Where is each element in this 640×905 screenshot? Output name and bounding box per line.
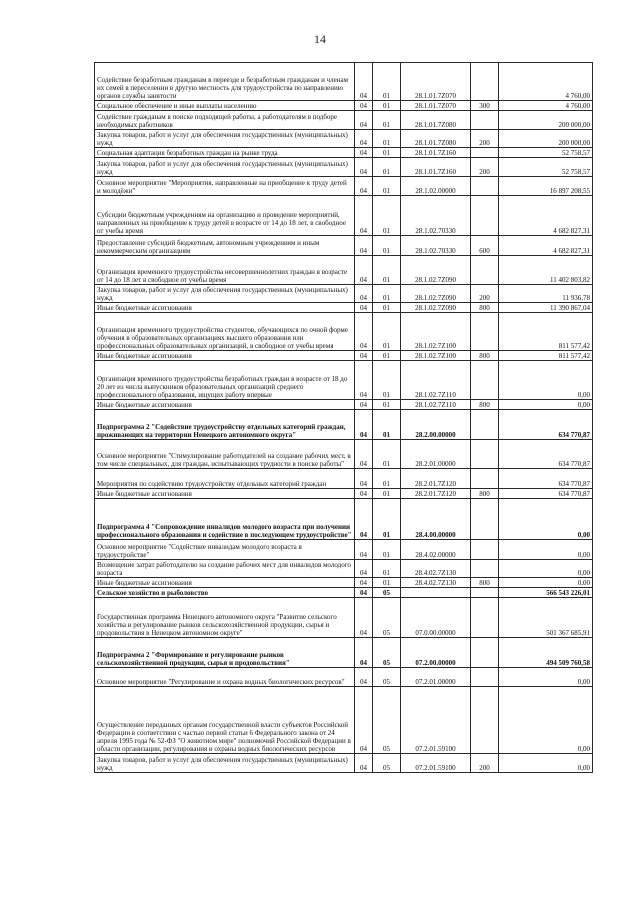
table-row bbox=[95, 196, 593, 236]
row-expense-type bbox=[471, 196, 499, 236]
row-amount: 0,00 bbox=[499, 499, 593, 540]
table-row bbox=[95, 101, 593, 111]
table-row bbox=[95, 236, 593, 256]
row-expense-type bbox=[471, 63, 499, 101]
row-section: 04 bbox=[355, 598, 373, 638]
row-amount: 0,00 bbox=[499, 361, 593, 400]
row-subsection: 05 bbox=[373, 687, 401, 754]
row-name: Организация временного трудоустройства несовершеннолетних граждан в возрасте от 14 до 18 лет в свободное от учебы время bbox=[95, 256, 355, 285]
table-row bbox=[95, 400, 593, 410]
row-section: 04 bbox=[355, 111, 373, 130]
row-target-article: 28.1.01.7Z160 bbox=[401, 148, 471, 158]
table-row bbox=[95, 440, 593, 469]
row-amount: 4 760,00 bbox=[499, 63, 593, 101]
row-target-article: 07.2.01.59100 bbox=[401, 754, 471, 773]
row-section: 04 bbox=[355, 148, 373, 158]
row-target-article: 28.1.02.7Z090 bbox=[401, 285, 471, 303]
row-amount: 501 367 685,91 bbox=[499, 598, 593, 638]
row-subsection: 05 bbox=[373, 754, 401, 773]
row-target-article: 28.1.01.7Z080 bbox=[401, 111, 471, 130]
row-section: 04 bbox=[355, 754, 373, 773]
row-target-article: 28.2.01.7Z120 bbox=[401, 469, 471, 489]
row-name: Государственная программа Ненецкого автономного округа "Развитие сельского хозяйства и регулирование рынков сельскохозяйственной продукции, сырья и продовольствия в Ненецком автономном округе" bbox=[95, 598, 355, 638]
row-target-article: 28.1.01.7Z080 bbox=[401, 130, 471, 148]
row-target-article: 28.1.02.7Z090 bbox=[401, 303, 471, 313]
row-section: 04 bbox=[355, 440, 373, 469]
row-target-article: 28.2.01.7Z120 bbox=[401, 489, 471, 499]
row-target-article: 28.2.00.00000 bbox=[401, 410, 471, 440]
row-expense-type: 200 bbox=[471, 130, 499, 148]
table-row bbox=[95, 754, 593, 773]
row-expense-type: 600 bbox=[471, 236, 499, 256]
table-row bbox=[95, 668, 593, 687]
row-section: 04 bbox=[355, 361, 373, 400]
row-expense-type bbox=[471, 540, 499, 560]
row-subsection: 01 bbox=[373, 560, 401, 578]
row-target-article: 28.1.02.7Z090 bbox=[401, 256, 471, 285]
row-expense-type: 800 bbox=[471, 303, 499, 313]
row-amount: 0,00 bbox=[499, 754, 593, 773]
row-amount: 566 543 226,01 bbox=[499, 588, 593, 598]
row-section: 04 bbox=[355, 410, 373, 440]
row-subsection: 01 bbox=[373, 540, 401, 560]
row-expense-type: 200 bbox=[471, 285, 499, 303]
row-name: Закупка товаров, работ и услуг для обеспечения государственных (муниципальных) нужд bbox=[95, 130, 355, 148]
row-expense-type bbox=[471, 256, 499, 285]
table-row bbox=[95, 361, 593, 400]
row-name: Возмещение затрат работодателю на создание рабочих мест для инвалидов молодого возраста bbox=[95, 560, 355, 578]
table-row bbox=[95, 588, 593, 598]
row-section: 04 bbox=[355, 313, 373, 351]
row-expense-type: 300 bbox=[471, 101, 499, 111]
table-row bbox=[95, 638, 593, 668]
row-expense-type bbox=[471, 499, 499, 540]
row-amount: 634 770,87 bbox=[499, 410, 593, 440]
row-subsection: 01 bbox=[373, 303, 401, 313]
row-section: 04 bbox=[355, 63, 373, 101]
row-subsection: 01 bbox=[373, 499, 401, 540]
row-expense-type bbox=[471, 313, 499, 351]
row-amount: 0,00 bbox=[499, 400, 593, 410]
row-section: 04 bbox=[355, 469, 373, 489]
row-expense-type: 800 bbox=[471, 351, 499, 361]
row-target-article: 07.2.01.00000 bbox=[401, 668, 471, 687]
row-subsection: 01 bbox=[373, 63, 401, 101]
row-name: Содействие безработным гражданам в переезде и безработным гражданам и членам их семей в переселении в другую местность для трудоустройства по направлению органов службы занятости bbox=[95, 63, 355, 101]
row-target-article: 07.0.00.00000 bbox=[401, 598, 471, 638]
row-name: Подпрограмма 4 "Сопровождение инвалидов молодого возраста при получении профессионального образования и содействие в последующем трудоустройстве" bbox=[95, 499, 355, 540]
row-amount: 0,00 bbox=[499, 540, 593, 560]
row-name: Предоставление субсидий бюджетным, автономным учреждениям и иным некоммерческим организациям bbox=[95, 236, 355, 256]
row-section: 04 bbox=[355, 101, 373, 111]
row-subsection: 01 bbox=[373, 285, 401, 303]
table-row bbox=[95, 410, 593, 440]
row-expense-type bbox=[471, 410, 499, 440]
row-amount: 0,00 bbox=[499, 668, 593, 687]
row-section: 04 bbox=[355, 285, 373, 303]
table-row bbox=[95, 540, 593, 560]
row-subsection: 01 bbox=[373, 177, 401, 196]
row-subsection: 01 bbox=[373, 440, 401, 469]
row-name: Основное мероприятие "Регулирование и охрана водных биологических ресурсов" bbox=[95, 668, 355, 687]
row-expense-type bbox=[471, 111, 499, 130]
row-target-article: 07.2.01.59100 bbox=[401, 687, 471, 754]
row-amount: 0,00 bbox=[499, 560, 593, 578]
row-subsection: 01 bbox=[373, 196, 401, 236]
row-section: 04 bbox=[355, 638, 373, 668]
row-amount: 0,00 bbox=[499, 578, 593, 588]
row-section: 04 bbox=[355, 499, 373, 540]
row-subsection: 01 bbox=[373, 400, 401, 410]
row-section: 04 bbox=[355, 177, 373, 196]
table-row bbox=[95, 303, 593, 313]
row-subsection: 01 bbox=[373, 101, 401, 111]
row-target-article: 28.4.02.7Z130 bbox=[401, 578, 471, 588]
row-section: 04 bbox=[355, 687, 373, 754]
row-subsection: 01 bbox=[373, 236, 401, 256]
page-number: 14 bbox=[314, 32, 326, 46]
row-subsection: 01 bbox=[373, 256, 401, 285]
table-row bbox=[95, 285, 593, 303]
row-amount: 11 390 867,04 bbox=[499, 303, 593, 313]
row-amount: 4 682 827,31 bbox=[499, 236, 593, 256]
row-section: 04 bbox=[355, 158, 373, 177]
row-subsection: 01 bbox=[373, 469, 401, 489]
row-target-article: 28.1.02.70330 bbox=[401, 196, 471, 236]
row-expense-type bbox=[471, 638, 499, 668]
table-row bbox=[95, 489, 593, 499]
row-amount: 16 897 208,55 bbox=[499, 177, 593, 196]
row-amount: 811 577,42 bbox=[499, 351, 593, 361]
table-row bbox=[95, 148, 593, 158]
row-name: Подпрограмма 2 "Содействие трудоустройству отдельных категорий граждан, проживающих на территории Ненецкого автономного округа" bbox=[95, 410, 355, 440]
row-expense-type bbox=[471, 148, 499, 158]
table-row bbox=[95, 351, 593, 361]
row-section: 04 bbox=[355, 588, 373, 598]
row-subsection: 01 bbox=[373, 148, 401, 158]
row-subsection: 01 bbox=[373, 313, 401, 351]
row-name: Иные бюджетные ассигнования bbox=[95, 303, 355, 313]
row-name: Субсидии бюджетным учреждениям на организацию и проведение мероприятий, направленных на приобщение к труду детей в возрасте от 14 до 18 лет, в свободное от учебы время bbox=[95, 196, 355, 236]
row-target-article: 07.2.00.00000 bbox=[401, 638, 471, 668]
row-name: Иные бюджетные ассигнования bbox=[95, 489, 355, 499]
row-target-article: 28.4.02.7Z130 bbox=[401, 560, 471, 578]
row-name: Закупка товаров, работ и услуг для обеспечения государственных (муниципальных) нужд bbox=[95, 754, 355, 773]
row-name: Подпрограмма 2 "Формирование и регулирование рынков сельскохозяйственной продукции, сырья и продовольствия" bbox=[95, 638, 355, 668]
table-row bbox=[95, 256, 593, 285]
row-subsection: 01 bbox=[373, 111, 401, 130]
table-row bbox=[95, 687, 593, 754]
table-row bbox=[95, 177, 593, 196]
row-amount: 11 936,78 bbox=[499, 285, 593, 303]
row-subsection: 05 bbox=[373, 588, 401, 598]
table-row bbox=[95, 313, 593, 351]
row-amount: 634 770,87 bbox=[499, 469, 593, 489]
row-expense-type bbox=[471, 668, 499, 687]
table-row bbox=[95, 469, 593, 489]
row-expense-type bbox=[471, 588, 499, 598]
row-name: Основное мероприятие "Мероприятия, направленные на приобщение к труду детей и молодёжи" bbox=[95, 177, 355, 196]
row-amount: 4 760,00 bbox=[499, 101, 593, 111]
row-amount: 11 402 803,82 bbox=[499, 256, 593, 285]
row-target-article: 28.1.02.7Z100 bbox=[401, 313, 471, 351]
table-row bbox=[95, 578, 593, 588]
row-section: 04 bbox=[355, 400, 373, 410]
row-section: 04 bbox=[355, 668, 373, 687]
row-section: 04 bbox=[355, 130, 373, 148]
row-target-article: 28.1.02.7Z110 bbox=[401, 361, 471, 400]
row-target-article: 28.4.02.00000 bbox=[401, 540, 471, 560]
row-name: Социальная адаптация безработных граждан на рынке труда bbox=[95, 148, 355, 158]
row-target-article: 28.1.02.7Z110 bbox=[401, 400, 471, 410]
row-section: 04 bbox=[355, 256, 373, 285]
row-target-article: 28.1.01.7Z160 bbox=[401, 158, 471, 177]
row-subsection: 05 bbox=[373, 598, 401, 638]
row-section: 04 bbox=[355, 351, 373, 361]
row-section: 04 bbox=[355, 540, 373, 560]
row-section: 04 bbox=[355, 196, 373, 236]
table-row bbox=[95, 130, 593, 148]
row-amount: 4 682 827,31 bbox=[499, 196, 593, 236]
row-expense-type bbox=[471, 598, 499, 638]
row-target-article: 28.1.01.7Z070 bbox=[401, 63, 471, 101]
row-section: 04 bbox=[355, 489, 373, 499]
row-amount: 200 000,00 bbox=[499, 130, 593, 148]
row-name: Основное мероприятие "Содействие инвалидам молодого возраста в трудоустройстве" bbox=[95, 540, 355, 560]
row-section: 04 bbox=[355, 578, 373, 588]
row-name: Иные бюджетные ассигнования bbox=[95, 351, 355, 361]
table-row bbox=[95, 111, 593, 130]
row-amount: 811 577,42 bbox=[499, 313, 593, 351]
row-target-article: 28.1.02.7Z100 bbox=[401, 351, 471, 361]
row-amount: 634 770,87 bbox=[499, 489, 593, 499]
row-expense-type: 200 bbox=[471, 158, 499, 177]
table-row bbox=[95, 499, 593, 540]
row-amount: 494 509 760,58 bbox=[499, 638, 593, 668]
row-name: Закупка товаров, работ и услуг для обеспечения государственных (муниципальных) нужд bbox=[95, 158, 355, 177]
row-section: 04 bbox=[355, 236, 373, 256]
row-subsection: 01 bbox=[373, 410, 401, 440]
table-row bbox=[95, 560, 593, 578]
row-name: Содействие гражданам в поиске подходящей работы, а работодателям в подборе необходимых работников bbox=[95, 111, 355, 130]
row-subsection: 01 bbox=[373, 578, 401, 588]
row-expense-type: 200 bbox=[471, 754, 499, 773]
row-expense-type bbox=[471, 687, 499, 754]
row-name: Организация временного трудоустройства студентов, обучающихся по очной форме обучения в образовательных организациях высшего образования или профессиональных образовательных организаций, в свободное от учебы время bbox=[95, 313, 355, 351]
row-section: 04 bbox=[355, 303, 373, 313]
budget-table bbox=[94, 62, 593, 773]
budget-table-body bbox=[95, 63, 593, 773]
table-row bbox=[95, 158, 593, 177]
row-subsection: 05 bbox=[373, 638, 401, 668]
row-subsection: 01 bbox=[373, 130, 401, 148]
row-amount: 0,00 bbox=[499, 687, 593, 754]
row-amount: 52 758,57 bbox=[499, 148, 593, 158]
row-name: Социальное обеспечение и иные выплаты населению bbox=[95, 101, 355, 111]
table-row bbox=[95, 598, 593, 638]
row-target-article: 28.4.00.00000 bbox=[401, 499, 471, 540]
row-subsection: 01 bbox=[373, 489, 401, 499]
row-expense-type bbox=[471, 440, 499, 469]
row-expense-type bbox=[471, 361, 499, 400]
table-row bbox=[95, 63, 593, 101]
row-subsection: 01 bbox=[373, 158, 401, 177]
row-subsection: 01 bbox=[373, 351, 401, 361]
row-target-article: 28.1.02.00000 bbox=[401, 177, 471, 196]
row-amount: 634 770,87 bbox=[499, 440, 593, 469]
row-name: Организация временного трудоустройства безработных граждан в возрасте от 18 до 20 лет из числа выпускников образовательных организаций среднего профессионального образования, ищущих работу впервые bbox=[95, 361, 355, 400]
row-name: Мероприятия по содействию трудоустройству отдельных категорий граждан bbox=[95, 469, 355, 489]
row-expense-type: 800 bbox=[471, 400, 499, 410]
row-subsection: 01 bbox=[373, 361, 401, 400]
row-target-article: 28.1.01.7Z070 bbox=[401, 101, 471, 111]
row-name: Осуществление переданных органам государственной власти субъектов Российской Федерации в соответствии с частью первой статьи 6 Федерального закона от 24 апреля 1995 года № 52-ФЗ "О животном мире" полномочий Российской Федерации в области организации, регулирования и охраны водных биологических ресурсов bbox=[95, 687, 355, 754]
row-subsection: 05 bbox=[373, 668, 401, 687]
row-expense-type bbox=[471, 177, 499, 196]
row-target-article bbox=[401, 588, 471, 598]
row-expense-type: 800 bbox=[471, 489, 499, 499]
row-name: Основное мероприятие "Стимулирование работодателей на создание рабочих мест, в том числе специальных, для граждан, испытывающих трудности в поиске работы" bbox=[95, 440, 355, 469]
row-name: Сельское хозяйство и рыболовство bbox=[95, 588, 355, 598]
row-name: Иные бюджетные ассигнования bbox=[95, 578, 355, 588]
row-name: Закупка товаров, работ и услуг для обеспечения государственных (муниципальных) нужд bbox=[95, 285, 355, 303]
row-target-article: 28.1.02.70330 bbox=[401, 236, 471, 256]
row-name: Иные бюджетные ассигнования bbox=[95, 400, 355, 410]
row-section: 04 bbox=[355, 560, 373, 578]
row-amount: 52 758,57 bbox=[499, 158, 593, 177]
row-expense-type bbox=[471, 560, 499, 578]
row-expense-type: 800 bbox=[471, 578, 499, 588]
row-expense-type bbox=[471, 469, 499, 489]
row-target-article: 28.2.01.00000 bbox=[401, 440, 471, 469]
row-amount: 200 000,00 bbox=[499, 111, 593, 130]
